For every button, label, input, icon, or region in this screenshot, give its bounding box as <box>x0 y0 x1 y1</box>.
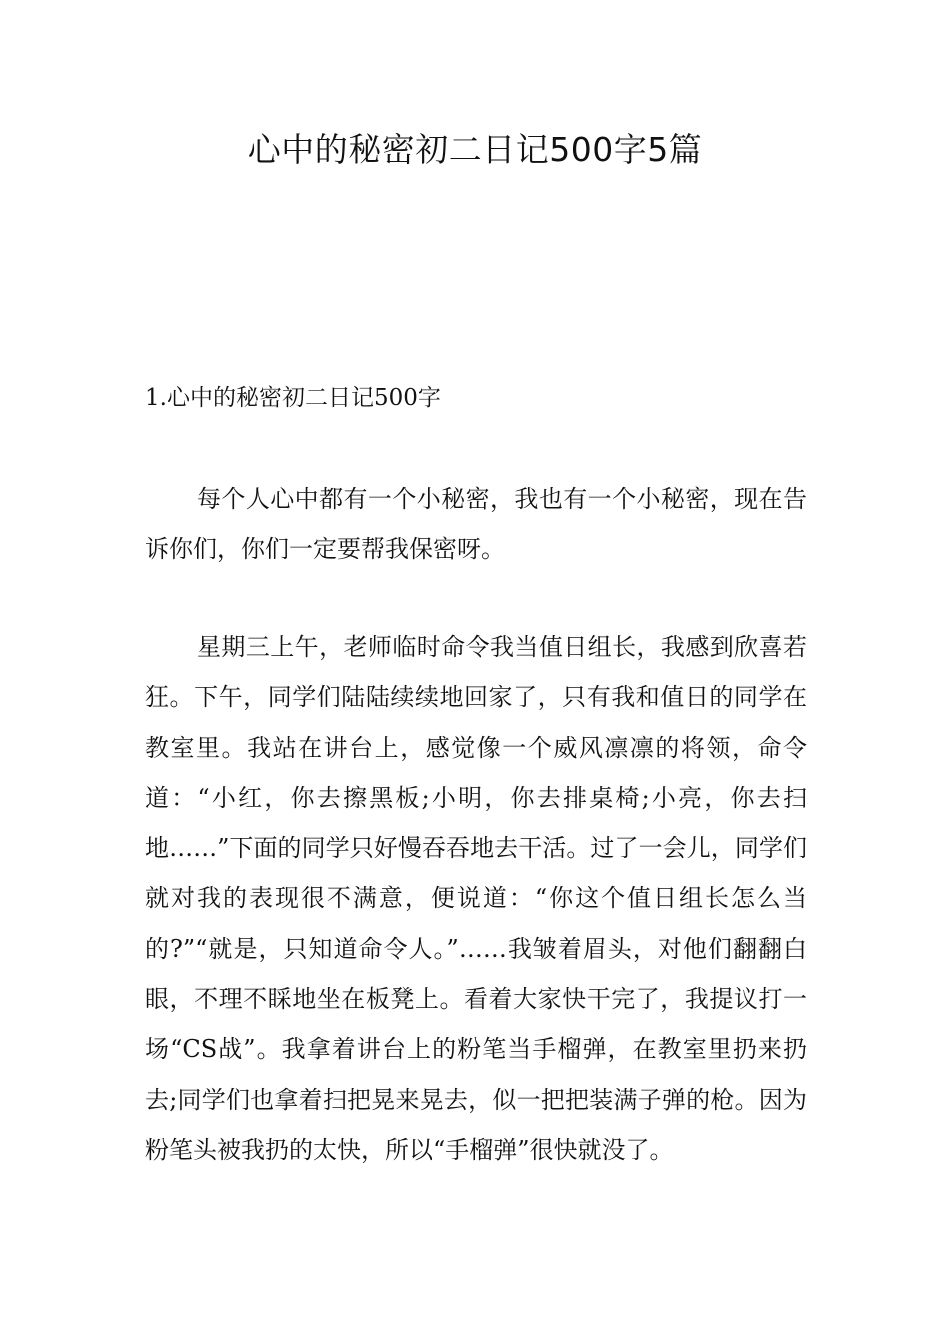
paragraph-intro: 每个人心中都有一个小秘密，我也有一个小秘密，现在告诉你们，你们一定要帮我保密呀。 <box>145 485 807 564</box>
paragraph-story: 星期三上午，老师临时命令我当值日组长，我感到欣喜若狂。下午，同学们陆陆续续地回家了，只有我和值日的同学在教室里。我站在讲台上，感觉像一个威风凛凛的将领，命令道：“小红，你去擦黑板;小明，你去排桌椅;小亮，你去扫地……”下面的同学只好慢吞吞地去干活。过了一会儿，同学们就对我的表现很不满意，便说道：“你这个值日组长怎么当的?”“就是，只知道命令人。”……我皱着眉头，对他们翻翻白眼，不理不睬地坐在板凳上。看着大家快干完了，我提议打一场“CS战”。我拿着讲台上的粉笔当手榴弹，在教室里扔来扔去;同学们也拿着扫把晃来晃去，似一把把装满子弹的枪。因为粉笔头被我扔的太快，所以“手榴弹”很快就没了。 <box>145 633 807 1164</box>
document-title: 心中的秘密初二日记500字5篇 <box>247 130 703 169</box>
section-heading: 1.心中的秘密初二日记500字 <box>145 385 441 411</box>
